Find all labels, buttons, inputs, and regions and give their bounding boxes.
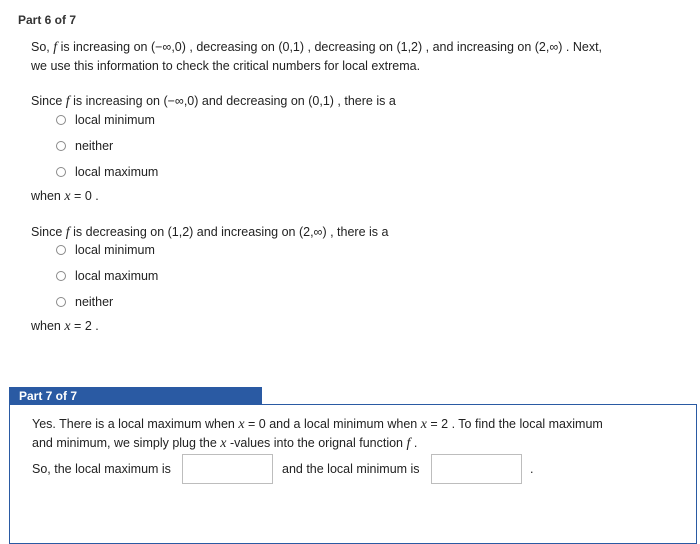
- interval: (1,2): [396, 40, 423, 54]
- q2-prompt: Since f is decreasing on (1,2) and increasing on (2,∞) , there is a: [31, 225, 389, 240]
- radio-button[interactable]: [56, 115, 66, 125]
- interval: (1,2): [167, 225, 194, 239]
- radio-button[interactable]: [56, 141, 66, 151]
- q1-option-local-minimum[interactable]: local minimum: [56, 111, 155, 129]
- q1-option-local-maximum[interactable]: local maximum: [56, 163, 158, 181]
- radio-button[interactable]: [56, 245, 66, 255]
- part6-header: Part 6 of 7: [18, 13, 77, 27]
- part7-line-2: and minimum, we simply plug the x -values into the orignal function f .: [32, 436, 418, 451]
- interval: (0,1): [308, 94, 334, 108]
- variable-x: x: [64, 319, 71, 334]
- radio-button[interactable]: [56, 167, 66, 177]
- intro-line-2: we use this information to check the critical numbers for local extrema.: [31, 59, 421, 73]
- variable-x: x: [420, 417, 427, 432]
- function-f: f: [53, 40, 58, 55]
- q1-option-neither[interactable]: neither: [56, 137, 113, 155]
- sentence-period: .: [530, 462, 534, 476]
- variable-x: x: [220, 436, 227, 451]
- local-min-label: and the local minimum is: [282, 462, 420, 476]
- interval: (2,∞): [298, 225, 327, 239]
- q2-option-local-maximum[interactable]: local maximum: [56, 267, 158, 285]
- interval: (2,∞): [534, 40, 563, 54]
- function-f: f: [65, 94, 70, 109]
- function-f: f: [65, 225, 70, 240]
- part7-line-1: Yes. There is a local maximum when x = 0 and a local minimum when x = 2 . To find the local maximum: [32, 417, 603, 432]
- function-f: f: [406, 436, 411, 451]
- variable-x: x: [64, 189, 71, 204]
- local-max-label: So, the local maximum is: [32, 462, 171, 476]
- radio-button[interactable]: [56, 297, 66, 307]
- q2-option-neither[interactable]: neither: [56, 293, 113, 311]
- part6-intro: [31, 38, 671, 75]
- intro-line-1: So, f is increasing on (−∞,0) , decreasing on (0,1) , decreasing on (1,2) , and increasing on (2,∞) . Next,: [31, 40, 603, 55]
- local-minimum-input[interactable]: [431, 454, 522, 484]
- interval: (0,1): [278, 40, 305, 54]
- q1-when: when x = 0 .: [31, 189, 99, 204]
- local-maximum-input[interactable]: [182, 454, 273, 484]
- interval: (−∞,0): [150, 40, 186, 54]
- radio-button[interactable]: [56, 271, 66, 281]
- part7-header: Part 7 of 7: [9, 387, 262, 405]
- variable-x: x: [238, 417, 245, 432]
- part7-explanation: [32, 415, 682, 453]
- q2-when: when x = 2 .: [31, 319, 99, 334]
- q2-option-local-minimum[interactable]: local minimum: [56, 241, 155, 259]
- interval: (−∞,0): [163, 94, 199, 108]
- q1-prompt: Since f is increasing on (−∞,0) and decreasing on (0,1) , there is a: [31, 94, 396, 109]
